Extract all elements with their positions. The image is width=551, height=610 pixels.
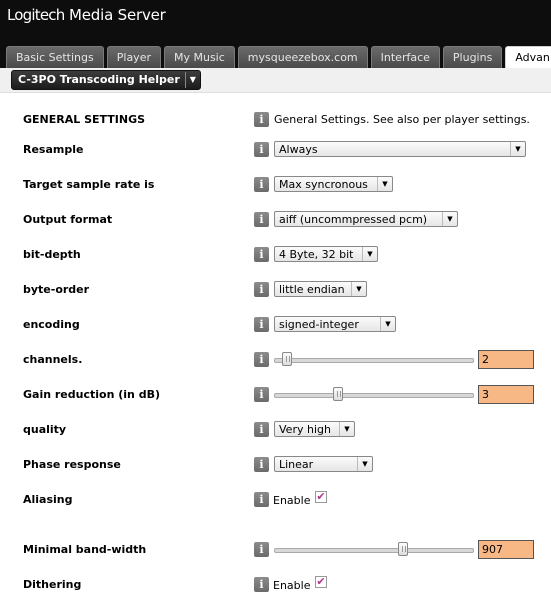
output-format-select[interactable] — [274, 211, 458, 227]
tab-basic-settings[interactable]: Basic Settings — [6, 46, 104, 68]
chevron-down-icon: ▼ — [442, 212, 457, 226]
settings-tabs — [6, 46, 551, 68]
info-icon[interactable]: i — [254, 492, 269, 507]
tab-advanced[interactable]: Advan — [505, 46, 551, 69]
resample-select[interactable] — [274, 141, 526, 157]
channels-label: channels. — [23, 353, 83, 366]
info-icon[interactable]: i — [254, 542, 269, 557]
output-format-label: Output format — [23, 213, 113, 226]
chevron-down-icon: ▼ — [362, 247, 377, 261]
byte-order-label: byte-order — [23, 283, 90, 296]
phase-response-value: Linear — [279, 458, 314, 471]
quality-select[interactable] — [274, 421, 355, 437]
info-icon[interactable]: i — [254, 142, 269, 157]
channels-slider-handle[interactable] — [282, 352, 292, 366]
brand-logo: Logitech — [7, 6, 65, 24]
section-heading: GENERAL SETTINGS — [23, 113, 146, 126]
bit-depth-value: 4 Byte, 32 bit — [279, 248, 354, 261]
tab-my-music[interactable]: My Music — [164, 46, 235, 68]
min-bandwidth-slider-handle[interactable] — [398, 542, 408, 556]
row-target-sample-rate — [0, 173, 551, 197]
dithering-label: Dithering — [23, 578, 82, 591]
plugin-bar — [0, 68, 551, 93]
chevron-down-icon: ▼ — [357, 457, 372, 471]
quality-label: quality — [23, 423, 67, 436]
gain-reduction-input[interactable]: 3 — [478, 385, 534, 404]
min-bandwidth-label: Minimal band-width — [23, 543, 147, 556]
encoding-value: signed-integer — [279, 318, 359, 331]
tab-mysqueezebox[interactable]: mysqueezebox.com — [238, 46, 368, 68]
info-icon[interactable]: i — [254, 577, 269, 592]
row-aliasing — [0, 488, 551, 512]
header-bar — [0, 0, 551, 68]
quality-value: Very high — [279, 423, 331, 436]
min-bandwidth-input[interactable]: 907 — [478, 540, 534, 559]
info-icon[interactable]: i — [254, 247, 269, 262]
bit-depth-select[interactable] — [274, 246, 378, 262]
tab-interface[interactable]: Interface — [371, 46, 440, 68]
row-byte-order — [0, 278, 551, 302]
bit-depth-label: bit-depth — [23, 248, 81, 261]
info-icon[interactable]: i — [254, 387, 269, 402]
target-rate-value: Max syncronous — [279, 178, 368, 191]
info-icon[interactable]: i — [254, 352, 269, 367]
row-bit-depth — [0, 243, 551, 267]
gain-reduction-slider-handle[interactable] — [333, 387, 343, 401]
aliasing-checkbox[interactable]: ✔ — [316, 490, 326, 503]
chevron-down-icon: ▼ — [380, 317, 395, 331]
row-dithering — [0, 573, 551, 597]
chevron-down-icon: ▼ — [339, 422, 354, 436]
row-channels — [0, 348, 551, 372]
app-title — [7, 6, 166, 24]
encoding-label: encoding — [23, 318, 80, 331]
info-icon[interactable]: i — [254, 422, 269, 437]
chevron-down-icon: ▼ — [185, 72, 200, 88]
row-quality — [0, 418, 551, 442]
resample-value: Always — [279, 143, 318, 156]
dithering-enable-label: Enable — [273, 579, 311, 592]
min-bandwidth-slider-track[interactable] — [274, 548, 474, 553]
info-icon[interactable]: i — [254, 112, 269, 127]
section-description: General Settings. See also per player settings. — [274, 113, 530, 126]
channels-slider-track[interactable] — [274, 358, 474, 363]
chevron-down-icon: ▼ — [351, 282, 366, 296]
phase-response-label: Phase response — [23, 458, 121, 471]
row-output-format — [0, 208, 551, 232]
info-icon[interactable]: i — [254, 177, 269, 192]
dithering-checkbox[interactable]: ✔ — [316, 575, 326, 588]
row-encoding — [0, 313, 551, 337]
plugin-select[interactable] — [11, 70, 201, 90]
row-resample — [0, 138, 551, 162]
encoding-select[interactable] — [274, 316, 396, 332]
byte-order-value: little endian — [279, 283, 345, 296]
row-minimal-bandwidth — [0, 538, 551, 562]
target-rate-select[interactable] — [274, 176, 393, 192]
byte-order-select[interactable] — [274, 281, 367, 297]
aliasing-enable-label: Enable — [273, 494, 311, 507]
chevron-down-icon: ▼ — [510, 142, 525, 156]
plugin-select-value: C-3PO Transcoding Helper — [18, 73, 180, 86]
info-icon[interactable]: i — [254, 317, 269, 332]
info-icon[interactable]: i — [254, 457, 269, 472]
chevron-down-icon: ▼ — [377, 177, 392, 191]
info-icon[interactable]: i — [254, 212, 269, 227]
app-title-text: Media Server — [69, 6, 166, 24]
gain-reduction-slider-track[interactable] — [274, 393, 474, 398]
tab-plugins[interactable]: Plugins — [443, 46, 502, 68]
row-general-settings — [0, 108, 551, 132]
phase-response-select[interactable] — [274, 456, 373, 472]
info-icon[interactable]: i — [254, 282, 269, 297]
channels-input[interactable]: 2 — [478, 350, 534, 369]
target-rate-label: Target sample rate is — [23, 178, 155, 191]
gain-reduction-label: Gain reduction (in dB) — [23, 388, 160, 401]
aliasing-label: Aliasing — [23, 493, 73, 506]
output-format-value: aiff (uncommpressed pcm) — [279, 213, 428, 226]
tab-player[interactable]: Player — [107, 46, 161, 68]
row-phase-response — [0, 453, 551, 477]
resample-label: Resample — [23, 143, 84, 156]
row-gain-reduction — [0, 383, 551, 407]
